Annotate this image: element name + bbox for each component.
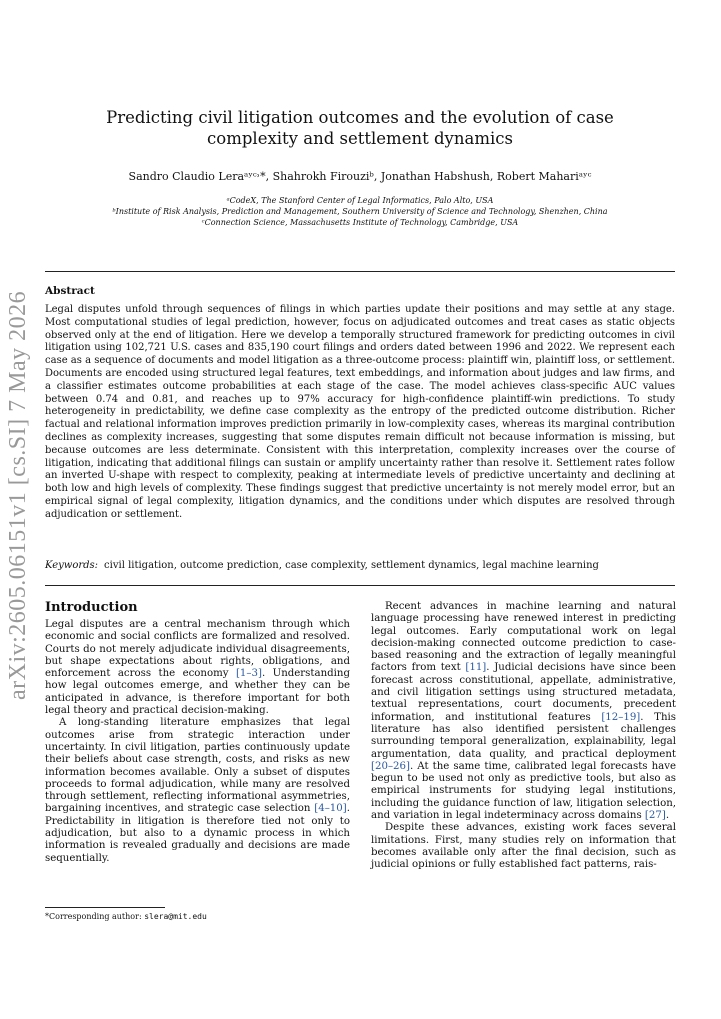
abstract-heading: Abstract	[45, 285, 95, 297]
affiliations	[40, 195, 680, 228]
intro-heading: Introduction	[45, 600, 138, 615]
abstract-text: Legal disputes unfold through sequences of filings in which parties update their positions and may settle at any stage. Most computational studies of legal prediction, however, focus on adjudicated outcomes and treat cases as static objects observed only at the end of litigation. Here we develop a temporally structured framework for predicting outcomes in civil litigation using 102,721 U.S. cases and 835,190 court filings and orders dated between 1996 and 2022. We represent each case as a sequence of documents and model litigation as a three-outcome process: plaintiff win, plaintiff loss, or settlement. Documents are encoded using structured legal features, text embeddings, and information about judges and law firms, and a classifier estimates outcome probabilities at each stage of the case. The model achieves class-specific AUC values between 0.74 and 0.81, and reaches up to 97% accuracy for high-confidence plaintiff-win predictions. To study heterogeneity in predictability, we define case complexity as the entropy of the predicted outcome distribution. Richer factual and relational information improves prediction primarily in low-complexity cases, whereas its marginal contribution declines as complexity increases, suggesting that some disputes remain difficult not because information is missing, but because outcomes are less determinate. Consistent with this interpretation, complexity increases over the course of litigation, indicating that additional filings can sustain or amplify uncertainty rather than resolve it. Settlement rates follow an inverted U-shape with respect to complexity, peaking at intermediate levels of predictive uncertainty and declining at both low and high levels of complexity. These findings suggest that predictive uncertainty is not merely model error, but an empirical signal of legal complexity, litigation dynamics, and the conditions under which disputes are resolved through adjudication or settlement.	[45, 304, 675, 520]
citation-link[interactable]: [27]	[644, 810, 666, 822]
keywords-label: Keywords:	[45, 560, 99, 571]
footnote-email[interactable]: slera@mit.edu	[144, 912, 207, 921]
text-span: . Judicial decisions have since been forecast across constitutional, appellate, administrative, and civil litigation settings using structured metadata, textual representations, court documents, precedent information, and institutional features	[371, 662, 676, 723]
arxiv-stamp: arXiv:2605.06151v1 [cs.SI] 7 May 2026	[5, 290, 31, 700]
intro-paragraph-3	[371, 601, 676, 822]
left-column	[45, 600, 350, 865]
intro-paragraph-4: Despite these advances, existing work faces several limitations. First, many studies rely on information that becomes available only after the final decision, such as judicial opinions or fully established fact patterns, rais-	[371, 822, 676, 871]
citation-link[interactable]: [12–19]	[601, 711, 641, 723]
intro-paragraph-1	[45, 619, 350, 717]
text-span: .	[665, 810, 670, 822]
affiliation-a: ᵃCodeX, The Stanford Center of Legal Informatics, Palo Alto, USA	[226, 196, 494, 205]
intro-paragraph-2	[45, 717, 350, 865]
footnote	[45, 912, 207, 921]
affiliation-c: ᶜConnection Science, Massachusetts Institute of Technology, Cambridge, USA	[201, 218, 519, 227]
text-span: A long-standing literature emphasizes that legal outcomes arise from strategic interaction under uncertainty. In civil litigation, parties continuously update their beliefs about case strength, costs, and risks as new information becomes available. Only a subset of disputes proceeds to formal adjudication, while many are resolved through settlement, reflecting informational asymmetries, bargaining incentives, and strategic case selection	[45, 717, 350, 815]
text-span: . Understanding how legal outcomes emerge, and whether they can be anticipated in advance, is therefore important for both legal theory and practical decision-making.	[45, 668, 350, 717]
citation-link[interactable]: [1–3]	[235, 668, 262, 680]
right-column	[371, 601, 676, 872]
keywords-text: civil litigation, outcome prediction, case complexity, settlement dynamics, legal machine learning	[104, 560, 599, 571]
text-span: . Predictability in litigation is therefore tied not only to adjudication, but also to a dynamic process in which information is revealed gradually and decisions are made sequentially.	[45, 803, 350, 864]
abstract-divider	[45, 585, 675, 586]
citation-link[interactable]: [11]	[465, 662, 487, 674]
citation-link[interactable]: [4–10]	[314, 803, 347, 815]
text-span: . This literature has also identified persistent challenges surrounding temporal generalization, explainability, legal argumentation, data quality, and practical deployment	[371, 711, 676, 760]
top-divider	[45, 271, 675, 272]
keywords-line	[45, 560, 675, 571]
footnote-divider	[45, 907, 165, 908]
text-span: . At the same time, calibrated legal forecasts have begun to be used not only as predictive tools, but also as empirical instruments for studying legal institutions, including the guidance function of law, litigation selection, and variation in legal indeterminacy across domains	[371, 760, 676, 822]
text-span: Legal disputes are a central mechanism through which economic and social conflicts are formalized and resolved. Courts do not merely adjudicate individual disagreements, but shape expectations about rights, obligations, and enforcement across the economy	[45, 619, 350, 680]
footnote-label: *Corresponding author:	[45, 912, 145, 921]
paper-title: Predicting civil litigation outcomes and the evolution of case complexity and settlement dynamics	[106, 108, 614, 148]
citation-link[interactable]: [20–26]	[371, 760, 410, 772]
text-span: Recent advances in machine learning and natural language processing have renewed interest in predicting legal outcomes. Early computational work on legal decision-making connected outcome prediction to case-based reasoning and the extraction of legally meaningful factors from text	[371, 601, 676, 674]
author-list: Sandro Claudio Leraᵃʸᶜ˒*, Shahrokh Firouziᵇ, Jonathan Habshush, Robert Mahariᵃʸᶜ	[128, 170, 592, 183]
affiliation-b: ᵇInstitute of Risk Analysis, Prediction and Management, Southern University of Science and Technology, Shenzhen, China	[112, 207, 608, 216]
